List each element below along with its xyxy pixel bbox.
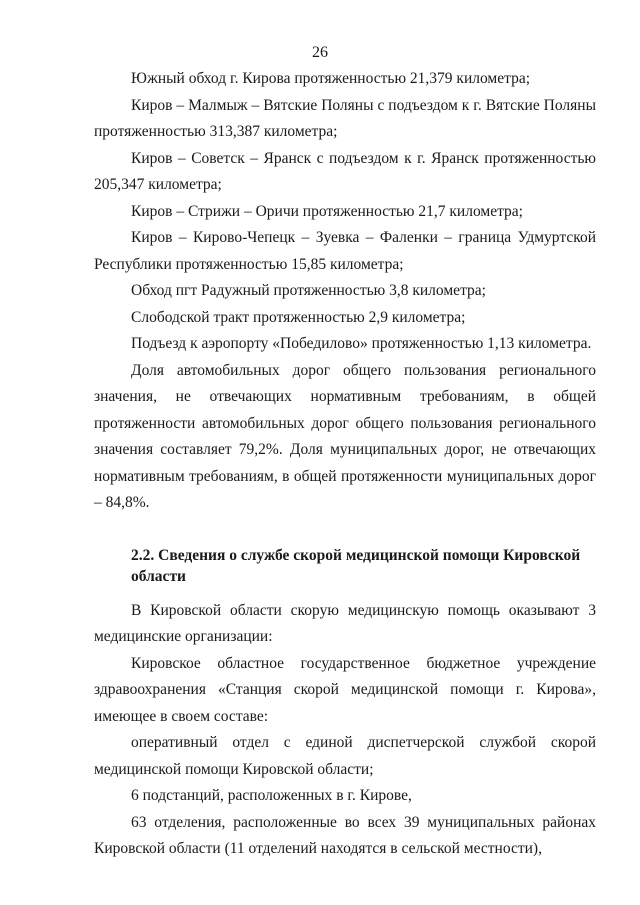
road-item-kirov-sovetsk: Киров – Советск – Яранск с подъездом к г. Яранск протяженностью 205,347 километра; [94,149,596,193]
road-item-kirov-malmyzh: Киров – Малмыж – Вятские Поляны с подъездом к г. Вятские Поляны протяженностью 313,387 километра; [94,96,596,140]
road-item-kirov-chepetsk: Киров – Кирово-Чепецк – Зуевка – Фаленки – граница Удмуртской Республики протяженностью 15,85 километра; [94,229,596,273]
road-item-airport-access: Подъезд к аэропорту «Победилово» протяженностью 1,13 километра. [131,335,592,352]
road-item-kirov-strizhi: Киров – Стрижи – Оричи протяженностью 21,7 километра; [131,202,523,220]
road-item-slobodskoy-tract: Слободской тракт протяженностью 2,9 километра; [131,308,466,326]
road-item-south-bypass: Южный обход г. Кирова протяженностью 21,379 километра; [131,70,531,87]
document-body [94,66,596,863]
section-heading: 2.2. Сведения о службе скорой медицинской помощи Кировской области [131,546,581,585]
substations-paragraph: 6 подстанций, расположенных в г. Кирове, [131,787,412,804]
roads-share-paragraph: Доля автомобильных дорог общего пользования регионального значения, не отвечающих нормативным требованиям, в общей протяженности автомобильных дорог общего пользования регионального значения составляет 79,2%. Доля муниципальных дорог, не отвечающих нормативным требованиям, в общей протяженности муниципальных дорог – 84,8%. [94,361,596,511]
dispatch-department-paragraph: оперативный отдел с единой диспетчерской службой скорой медицинской помощи Кировской области; [94,734,596,778]
ambulance-station-paragraph: Кировское областное государственное бюджетное учреждение здравоохранения «Станция скорой медицинской помощи г. Кирова», имеющее в своем составе: [94,654,596,725]
road-item-raduzhny-bypass: Обход пгт Радужный протяженностью 3,8 километра; [131,282,486,299]
departments-paragraph: 63 отделения, расположенные во всех 39 муниципальных районах Кировской области (11 отделений находятся в сельской местности), [94,813,596,857]
ambulance-intro-paragraph: В Кировской области скорую медицинскую помощь оказывают 3 медицинские организации: [94,601,596,645]
page-number: 26 [312,44,328,61]
